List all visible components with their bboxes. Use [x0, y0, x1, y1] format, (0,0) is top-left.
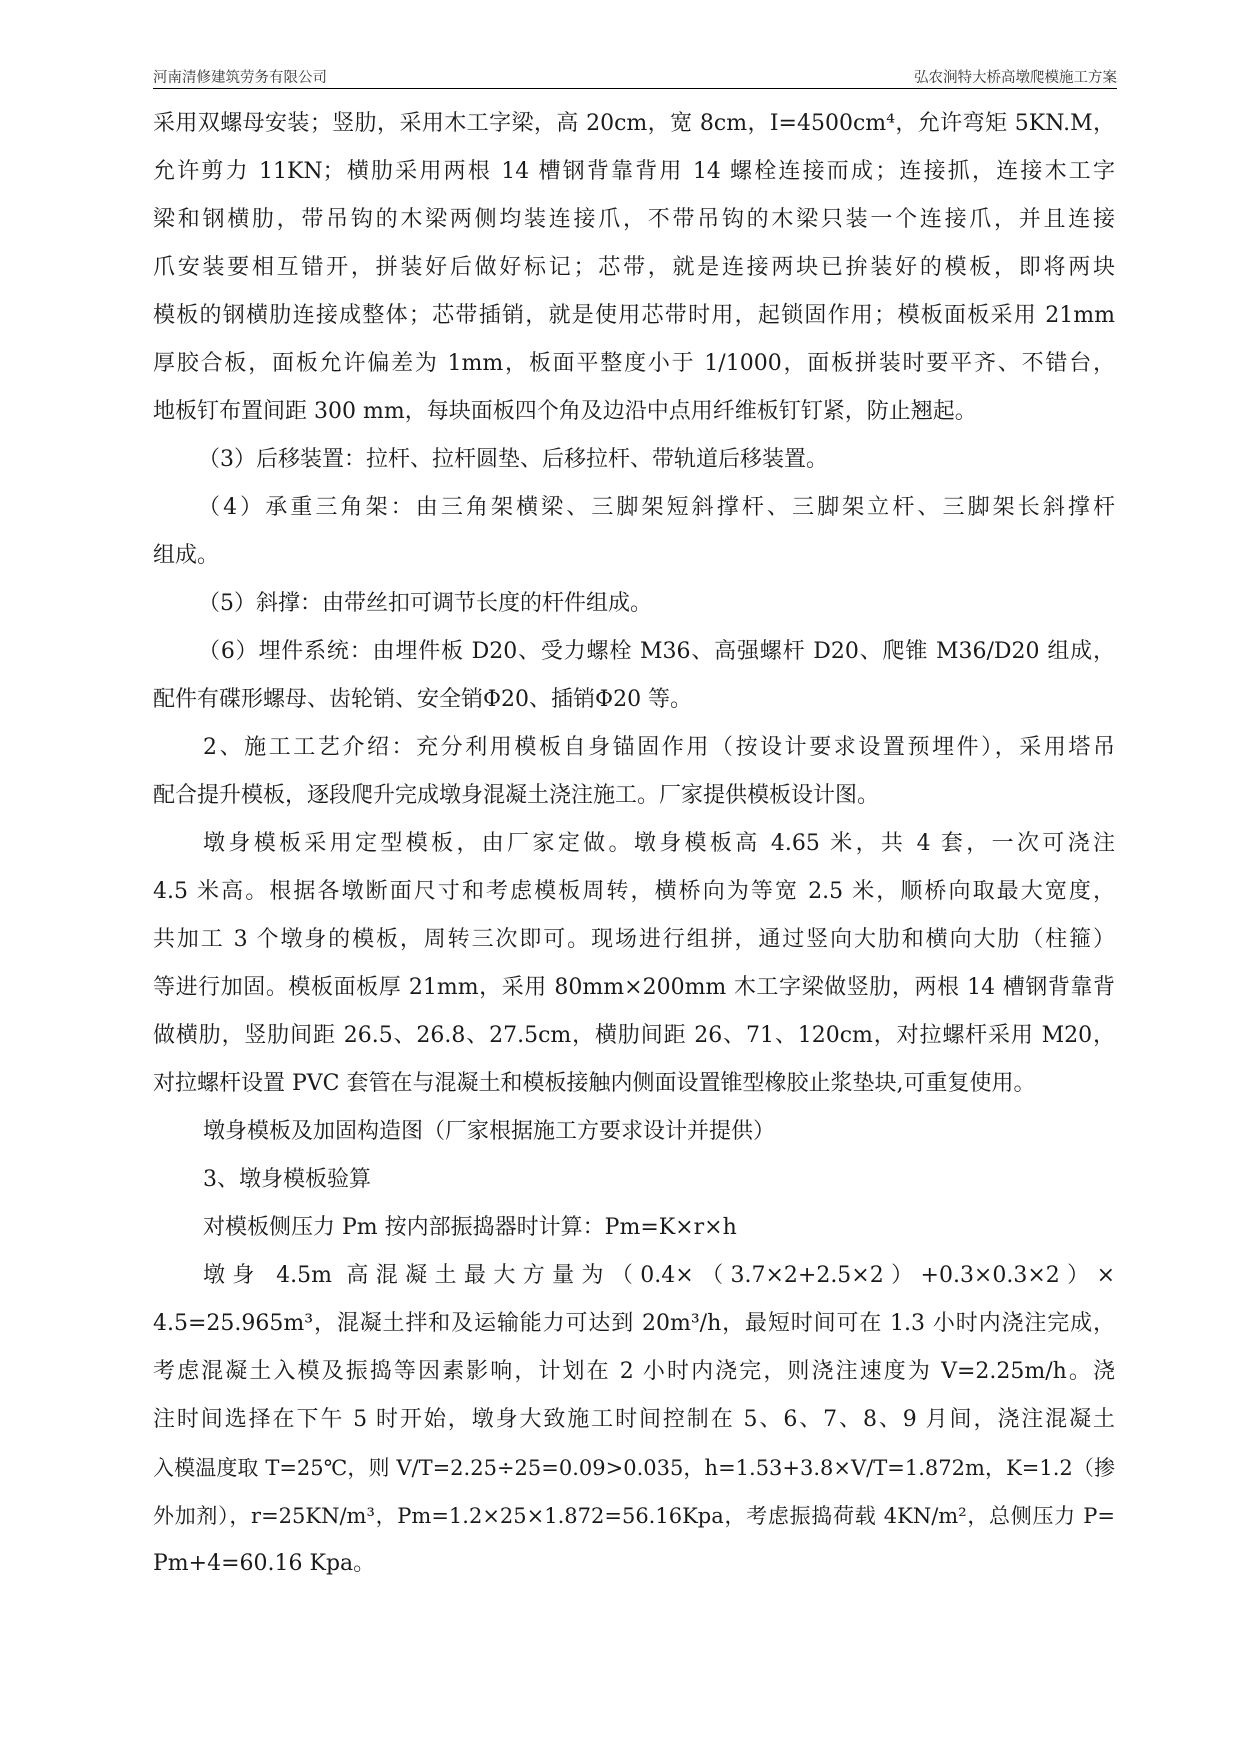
header-company-name: 河南清修建筑劳务有限公司 — [153, 70, 327, 86]
text-line: 外加剂），r=25KN/m³，Pm=1.2×25×1.872=56.16Kpa，考虑振捣荷载 4KN/m²，总侧压力 P= — [153, 1504, 1115, 1528]
text-line: 4.5 米高。根据各墩断面尺寸和考虑模板周转，横桥向为等宽 2.5 米，顺桥向取最大宽度， — [153, 879, 1115, 904]
text-line: 对模板侧压力 Pm 按内部振捣器时计算：Pm=K×r×h — [203, 1215, 737, 1240]
text-line: 墩身模板及加固构造图（厂家根据施工方要求设计并提供） — [203, 1119, 776, 1144]
text-line: 允许剪力 11KN；横肋采用两根 14 槽钢背靠背用 14 螺栓连接而成；连接抓，连接木工字 — [153, 159, 1115, 184]
text-line: （3）后移装置：拉杆、拉杆圆垫、后移拉杆、带轨道后移装置。 — [198, 447, 828, 472]
text-line: 组成。 — [153, 543, 220, 568]
text-line: 墩身 4.5m 高混凝土最大方量为（0.4×（3.7×2+2.5×2）+0.3×0.3×2）× — [203, 1263, 1115, 1288]
text-line: Pm+4=60.16 Kpa。 — [153, 1551, 376, 1576]
text-line: 地板钉布置间距 300 mm，每块面板四个角及边沿中点用纤维板钉钉紧，防止翘起。 — [153, 399, 977, 424]
body-text — [153, 100, 1115, 1588]
text-line: 爪安装要相互错开，拼装好后做好标记；芯带，就是连接两块已拚装好的模板，即将两块 — [153, 255, 1115, 280]
text-line: 墩身模板采用定型模板，由厂家定做。墩身模板高 4.65 米，共 4 套，一次可浇注 — [203, 831, 1115, 856]
text-line: 模板的钢横肋连接成整体；芯带插销，就是使用芯带时用，起锁固作用；模板面板采用 21mm — [153, 303, 1115, 328]
text-line: 配合提升模板，逐段爬升完成墩身混凝土浇注施工。厂家提供模板设计图。 — [153, 783, 880, 808]
text-line: 对拉螺杆设置 PVC 套管在与混凝土和模板接触内侧面设置锥型橡胶止浆垫块,可重复使用。 — [153, 1071, 1036, 1096]
text-line: 入模温度取 T=25℃，则 V/T=2.25÷25=0.09>0.035，h=1.53+3.8×V/T=1.872m，K=1.2（掺 — [153, 1456, 1115, 1480]
text-line: 4.5=25.965m³，混凝土拌和及运输能力可达到 20m³/h，最短时间可在 1.3 小时内浇注完成， — [153, 1311, 1115, 1336]
text-line: （6）埋件系统：由埋件板 D20、受力螺栓 M36、高强螺杆 D20、爬锥 M36/D20 组成， — [198, 639, 1115, 664]
text-line: 2、施工工艺介绍：充分利用模板自身锚固作用（按设计要求设置预埋件），采用塔吊 — [203, 735, 1115, 760]
text-line: （5）斜撑：由带丝扣可调节长度的杆件组成。 — [198, 591, 652, 616]
text-line: 配件有碟形螺母、齿轮销、安全销Φ20、插销Φ20 等。 — [153, 687, 693, 712]
page-header — [153, 66, 1117, 89]
header-document-title: 弘农涧特大桥高墩爬模施工方案 — [914, 70, 1117, 86]
text-line: 梁和钢横肋，带吊钩的木梁两侧均装连接爪，不带吊钩的木梁只装一个连接爪，并且连接 — [153, 207, 1115, 232]
text-line: 3、墩身模板验算 — [203, 1167, 371, 1192]
text-line: 共加工 3 个墩身的模板，周转三次即可。现场进行组拼，通过竖向大肋和横向大肋（柱箍） — [153, 927, 1115, 952]
text-line: 注时间选择在下午 5 时开始，墩身大致施工时间控制在 5、6、7、8、9 月间，浇注混凝土 — [153, 1407, 1115, 1432]
text-line: 厚胶合板，面板允许偏差为 1mm，板面平整度小于 1/1000，面板拼装时要平齐、不错台， — [153, 351, 1115, 376]
text-line: （4）承重三角架：由三角架横梁、三脚架短斜撑杆、三脚架立杆、三脚架长斜撑杆 — [198, 495, 1115, 520]
text-line: 做横肋，竖肋间距 26.5、26.8、27.5cm，横肋间距 26、71、120cm，对拉螺杆采用 M20， — [153, 1023, 1115, 1048]
text-line: 等进行加固。模板面板厚 21mm，采用 80mm×200mm 木工字梁做竖肋，两根 14 槽钢背靠背 — [153, 975, 1115, 1000]
text-line: 采用双螺母安装；竖肋，采用木工字梁，高 20cm，宽 8cm，I=4500cm⁴，允许弯矩 5KN.M， — [153, 111, 1115, 136]
text-line: 考虑混凝土入模及振捣等因素影响，计划在 2 小时内浇完，则浇注速度为 V=2.25m/h。浇 — [153, 1359, 1115, 1384]
